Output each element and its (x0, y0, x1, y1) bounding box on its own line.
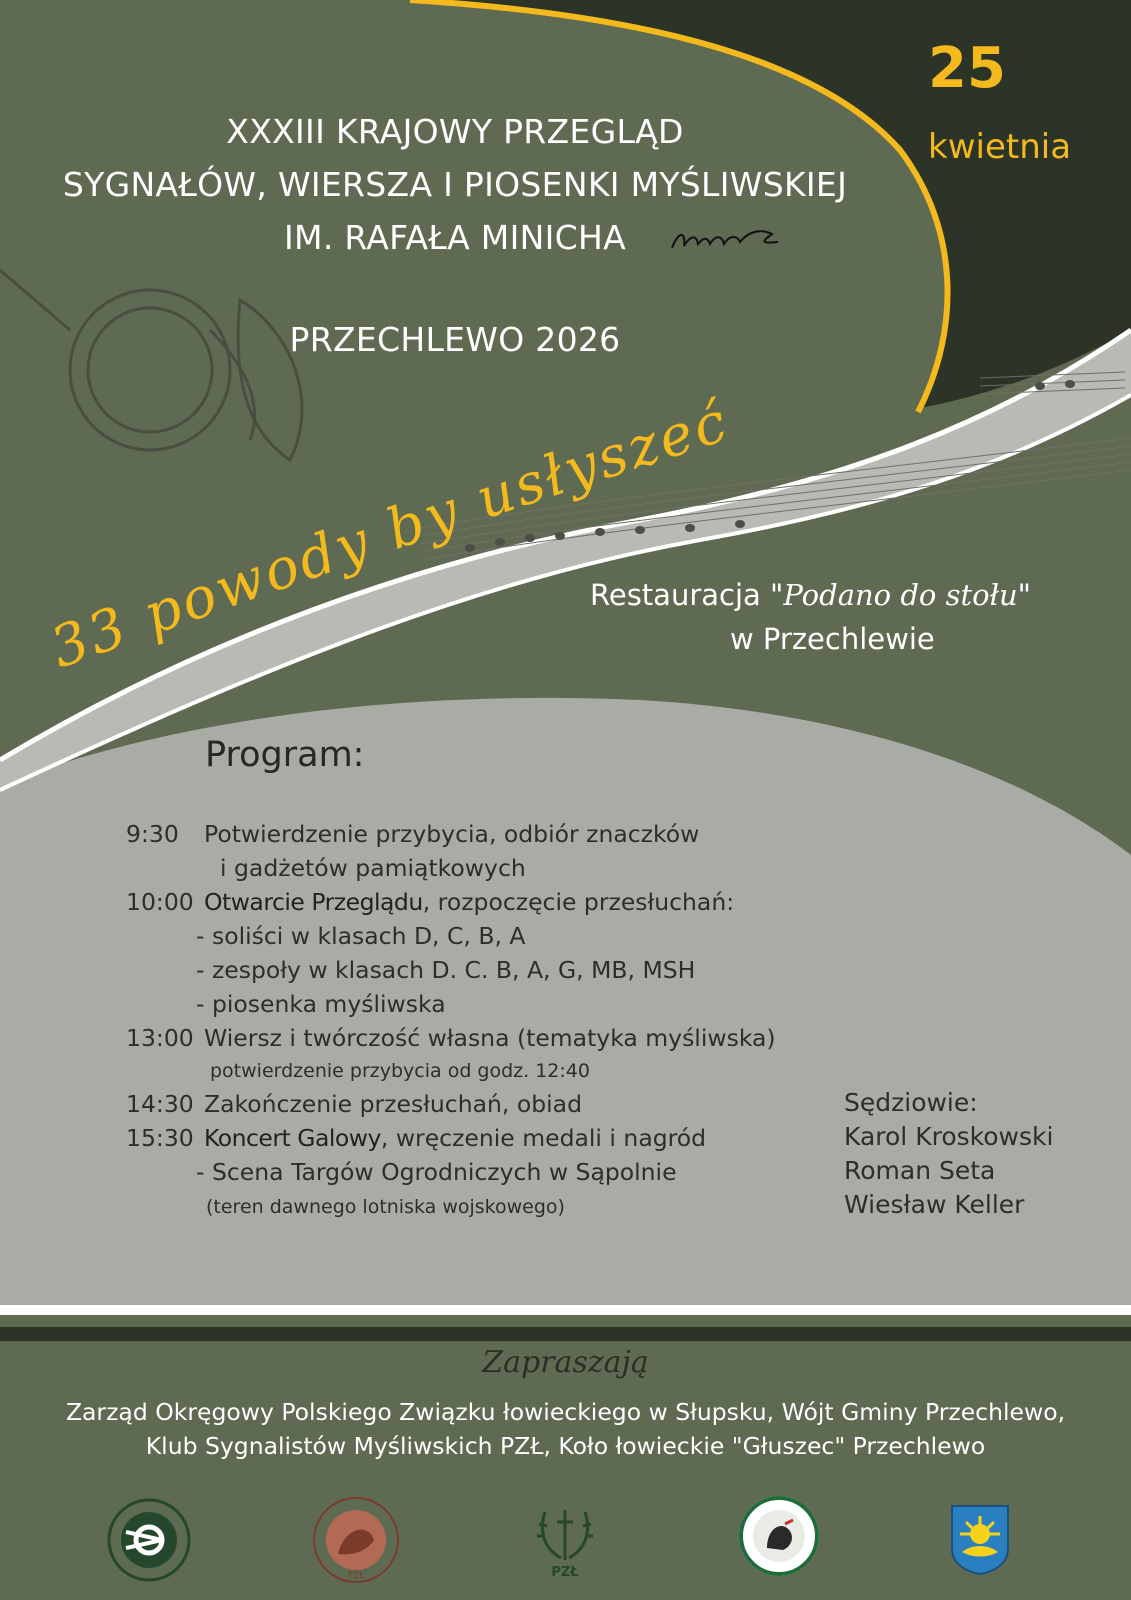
venue-line-1 (590, 578, 1031, 612)
program-text: Wiersz i twórczość własna (tematyka myśliwska) (204, 1024, 776, 1052)
place-year: PRZECHLEWO 2026 (289, 320, 621, 359)
program-text: Potwierdzenie przybycia, odbiór znaczków (204, 820, 700, 848)
date-day: 25 (928, 36, 1006, 101)
program-text: Zakończenie przesłuchań, obiad (204, 1090, 582, 1118)
judge-name: Roman Seta (844, 1156, 996, 1185)
venue-suffix: " (1017, 578, 1032, 612)
svg-text:33 powody by usłyszeć (43, 389, 737, 681)
program-item: - piosenka myśliwska (196, 990, 446, 1018)
program-item (126, 1090, 582, 1118)
program-text: , rozpoczęcie przesłuchań: (422, 888, 735, 916)
title-line-2: SYGNAŁÓW, WIERSZA I PIOSENKI MYŚLIWSKIEJ (62, 165, 848, 204)
date-month: kwietnia (928, 127, 1072, 167)
program-heading: Program: (205, 735, 365, 775)
title-line-1: XXXIII KRAJOWY PRZEGLĄD (226, 112, 684, 151)
program-item (126, 1124, 706, 1152)
gmina-przechlewo-crest (950, 1504, 1010, 1576)
program-time: 14:30 (126, 1090, 194, 1118)
program-item: i gadżetów pamiątkowych (220, 854, 526, 882)
program-item (126, 1024, 776, 1052)
program-bold: Koncert Galowy (204, 1124, 381, 1152)
slogan-text: 33 powody by usłyszeć (42, 388, 738, 682)
organizers-line-1: Zarząd Okręgowy Polskiego Związku łowieckiego w Słupsku, Wójt Gminy Przechlewo, (65, 1398, 1066, 1426)
kolo-gluszec-logo (737, 1494, 821, 1578)
program-time: 15:30 (126, 1124, 194, 1152)
venue-line-2: w Przechlewie (730, 622, 935, 656)
program-bold: Otwarcie Przeglądu (204, 888, 423, 916)
program-item: - Scena Targów Ogrodniczych w Sąpolnie (196, 1158, 677, 1186)
program-item (126, 888, 734, 916)
judges-heading: Sędziowie: (844, 1088, 978, 1117)
program-time: 10:00 (126, 888, 194, 916)
program-item (126, 820, 699, 848)
organizers-line-2: Klub Sygnalistów Myśliwskich PZŁ, Koło łowieckie "Głuszec" Przechlewo (145, 1432, 986, 1460)
program-item: - soliści w klasach D, C, B, A (196, 922, 526, 950)
svg-text:PZŁ: PZŁ (551, 1565, 579, 1580)
judge-name: Karol Kroskowski (844, 1122, 1054, 1151)
program-text: , wręczenie medali i nagród (380, 1124, 707, 1152)
venue-prefix: Restauracja " (590, 578, 784, 612)
program-time: 13:00 (126, 1024, 194, 1052)
judge-name: Wiesław Keller (844, 1190, 1025, 1219)
program-item: - zespoły w klasach D. C. B, A, G, MB, MSH (196, 956, 696, 984)
program-time: 9:30 (126, 820, 179, 848)
title-line-3: IM. RAFAŁA MINICHA (284, 218, 626, 257)
program-item: potwierdzenie przybycia od godz. 12:40 (210, 1060, 590, 1082)
pzl-logo (525, 1500, 605, 1580)
venue-name: Podano do stołu (783, 578, 1018, 612)
klub-sygnalistow-logo (310, 1494, 402, 1586)
svg-text:PZŁ: PZŁ (347, 1571, 365, 1581)
invitation-heading: Zapraszają (482, 1345, 649, 1380)
program-item: (teren dawnego lotniska wojskowego) (206, 1196, 565, 1218)
ksm-logo (106, 1497, 192, 1583)
